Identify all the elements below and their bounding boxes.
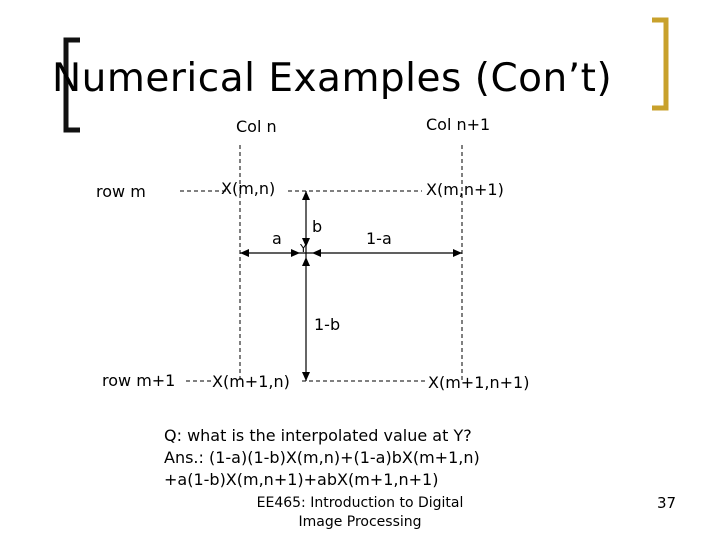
pixel-m1-n1: X(m+1,n+1) [428, 373, 530, 392]
answer-line-2: +a(1-b)X(m,n+1)+abX(m+1,n+1) [164, 470, 439, 489]
row-m-label: row m [96, 182, 146, 201]
pixel-m1-n: X(m+1,n) [212, 372, 290, 391]
arrow-right-1a [453, 249, 462, 257]
point-y-label: Y [300, 242, 307, 255]
distance-a-label: a [272, 229, 282, 248]
col-n1-label: Col n+1 [426, 115, 491, 134]
arrow-down-1b [302, 372, 310, 381]
question-line: Q: what is the interpolated value at Y? [164, 426, 472, 445]
arrow-left-a [240, 249, 249, 257]
distance-b-label: b [312, 217, 323, 236]
arrow-right-a [291, 249, 300, 257]
footer-line-2: Image Processing [298, 514, 422, 530]
slide-title: Numerical Examples (Con’t) [52, 56, 613, 101]
arrow-up-b [302, 191, 310, 200]
pixel-m-n1: X(m,n+1) [426, 180, 504, 199]
arrow-up-1b [302, 257, 310, 266]
footer-course [230, 494, 490, 532]
right-bracket [652, 20, 666, 108]
page-number: 37 [657, 494, 677, 512]
footer-line-1: EE465: Introduction to Digital [256, 495, 464, 511]
pixel-m-n: X(m,n) [221, 179, 276, 198]
col-n-label: Col n [236, 117, 277, 136]
row-m1-label: row m+1 [102, 371, 176, 390]
answer-line-1: Ans.: (1-a)(1-b)X(m,n)+(1-a)bX(m+1,n) [164, 448, 480, 467]
distance-1-minus-a-label: 1-a [366, 229, 392, 248]
arrow-left-1a [312, 249, 321, 257]
distance-1-minus-b-label: 1-b [314, 315, 341, 334]
